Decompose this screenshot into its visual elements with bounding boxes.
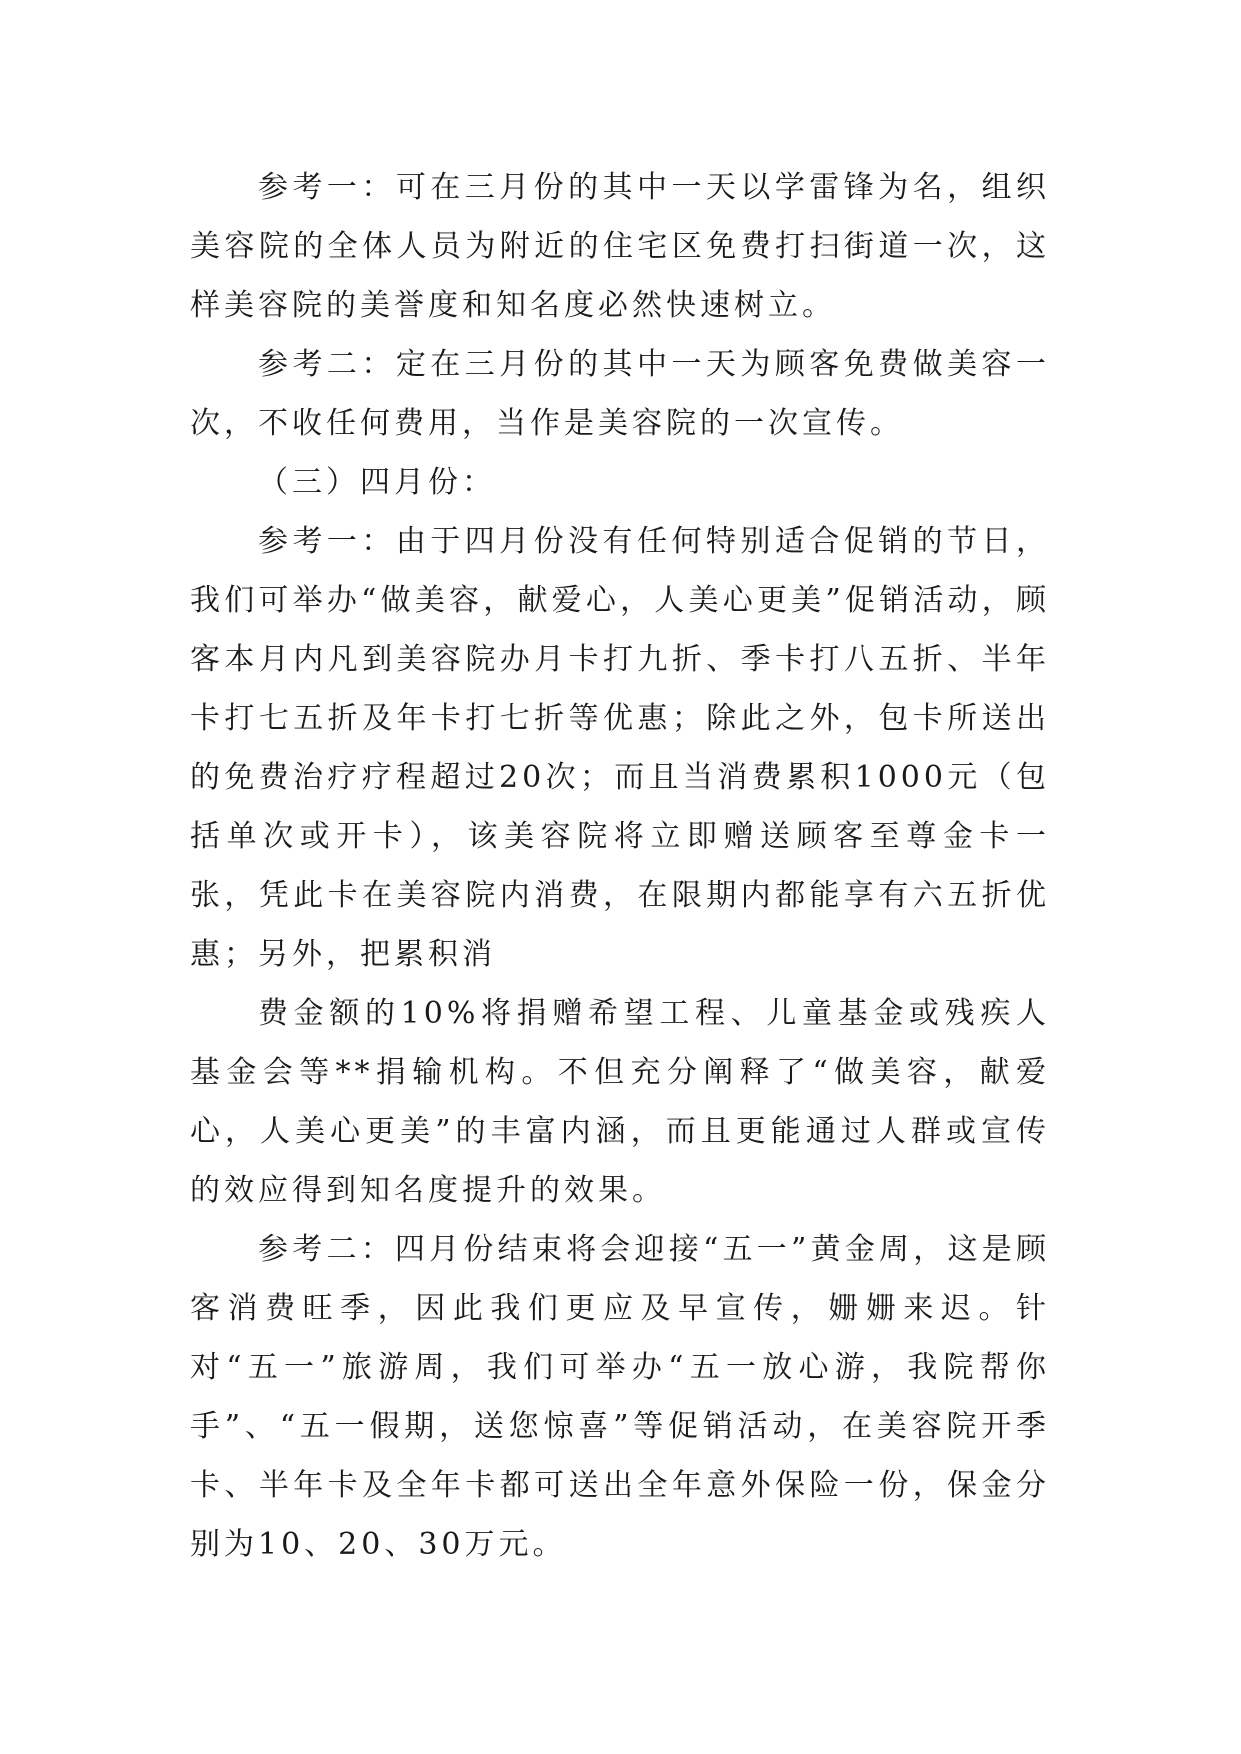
paragraph-april-option-1: 参考一：由于四月份没有任何特别适合促销的节日，我们可举办“做美容，献爱心，人美心更美”促销活动，顾客本月内凡到美容院办月卡打九折、季卡打八五折、半年卡打七五折及年卡打七折等优惠；除此之外，包卡所送出的免费治疗疗程超过20次；而且当消费累积1000元（包括单次或开卡），该美容院将立即赠送顾客至尊金卡一张，凭此卡在美容院内消费，在限期内都能享有六五折优惠；另外，把累积消 [190, 524, 1050, 972]
paragraph-march-option-1: 参考一：可在三月份的其中一天以学雷锋为名，组织美容院的全体人员为附近的住宅区免费打扫街道一次，这样美容院的美誉度和知名度必然快速树立。 [190, 170, 1050, 323]
section-heading-april: （三）四月份： [258, 465, 496, 500]
document-body [190, 158, 1050, 1574]
paragraph-march-option-2: 参考二：定在三月份的其中一天为顾客免费做美容一次，不收任何费用，当作是美容院的一次宣传。 [190, 347, 1050, 441]
paragraph-april-option-1-continued: 费金额的10%将捐赠希望工程、儿童基金或残疾人基金会等**捐输机构。不但充分阐释了“做美容，献爱心，人美心更美”的丰富内涵，而且更能通过人群或宣传的效应得到知名度提升的效果。 [190, 996, 1050, 1208]
paragraph-april-option-2: 参考二：四月份结束将会迎接“五一”黄金周，这是顾客消费旺季，因此我们更应及早宣传，姗姗来迟。针对“五一”旅游周，我们可举办“五一放心游，我院帮你手”、“五一假期，送您惊喜”等促销活动，在美容院开季卡、半年卡及全年卡都可送出全年意外保险一份，保金分别为10、20、30万元。 [190, 1232, 1050, 1562]
